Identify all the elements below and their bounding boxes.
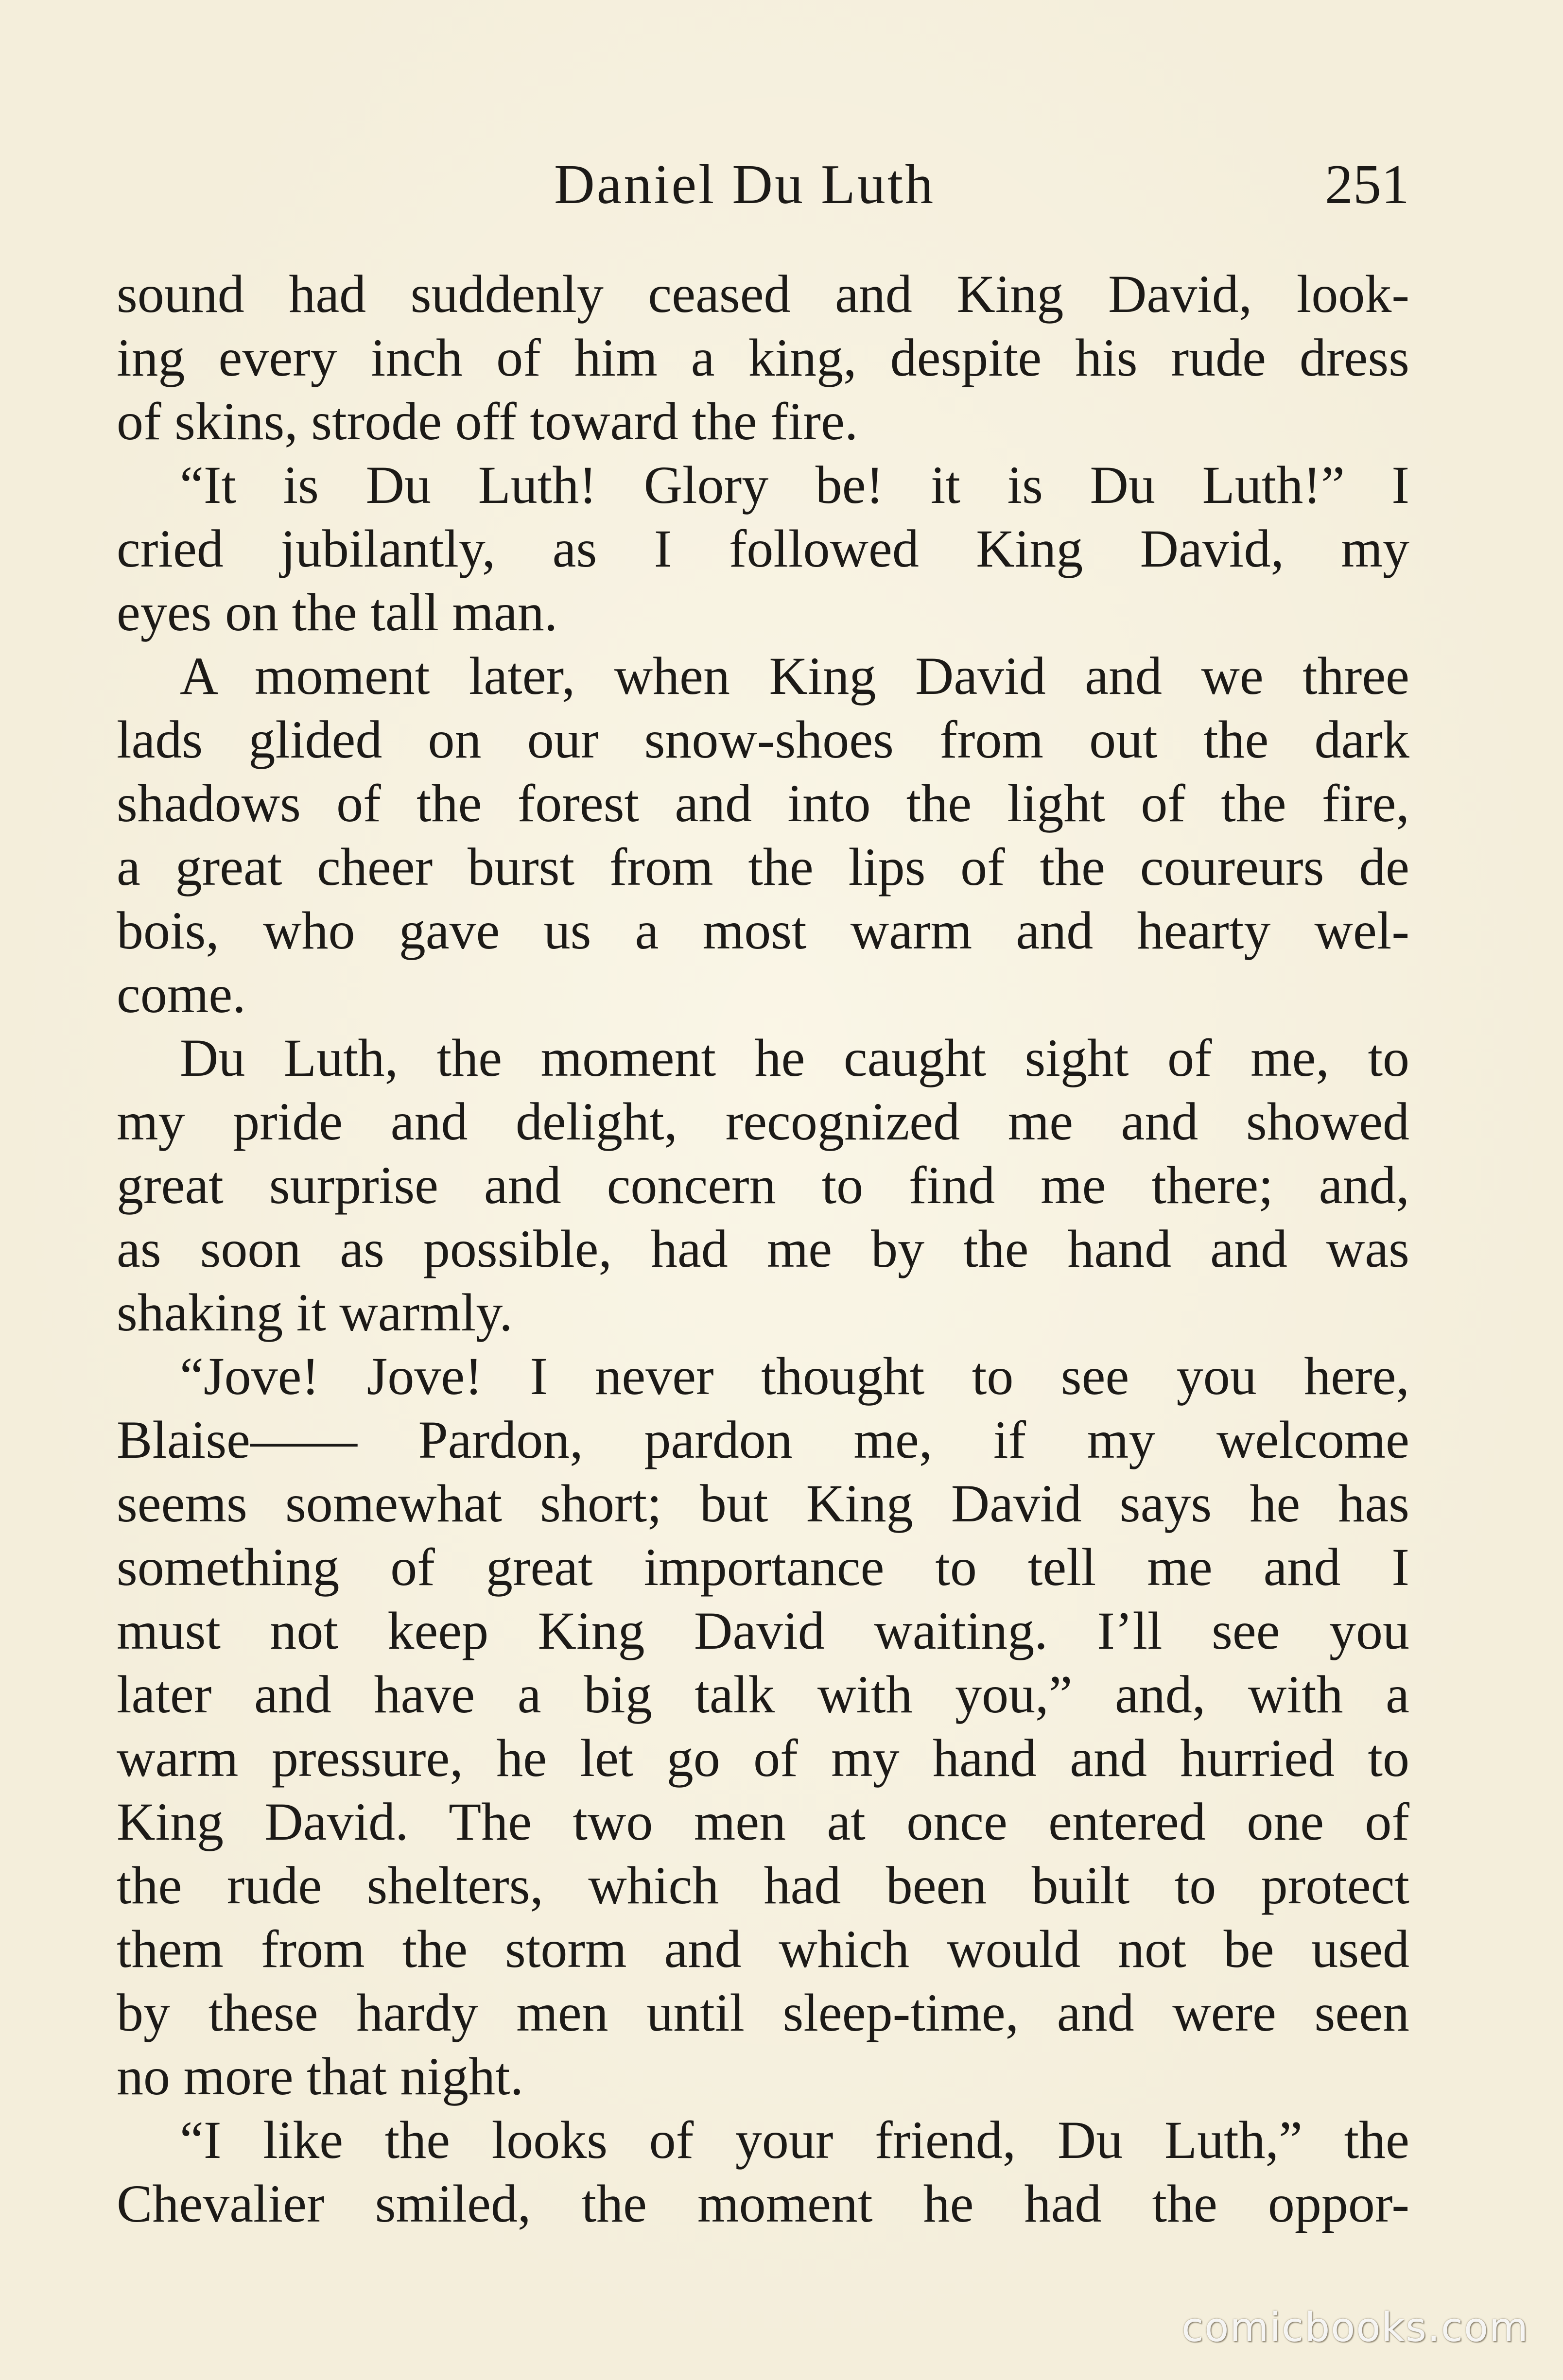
text-line: Du Luth, the moment he caught sight of me, to — [180, 1028, 1409, 1087]
text-line: later and have a big talk with you,” and, with a — [117, 1665, 1409, 1724]
text-line: a great cheer burst from the lips of the coureurs de — [117, 837, 1409, 897]
text-line: come. — [117, 965, 246, 1024]
text-line: must not keep King David waiting. I’ll see you — [117, 1601, 1409, 1660]
text-line: “Jove! Jove! I never thought to see you here, — [180, 1346, 1409, 1406]
text-line: by these hardy men until sleep-time, and were seen — [117, 1983, 1409, 2042]
text-line: the rude shelters, which had been built to protect — [117, 1856, 1409, 1915]
text-line: Chevalier smiled, the moment he had the oppor- — [117, 2174, 1409, 2233]
running-head — [117, 146, 1409, 224]
text-line: great surprise and concern to find me there; and, — [117, 1156, 1409, 1215]
text-line: ing every inch of him a king, despite his rude dress — [117, 328, 1409, 387]
text-line: A moment later, when King David and we three — [180, 646, 1409, 706]
text-line: King David. The two men at once entered one of — [117, 1792, 1409, 1851]
text-line: shaking it warmly. — [117, 1283, 513, 1342]
text-line: shadows of the forest and into the light of the fire, — [117, 774, 1409, 833]
text-line: my pride and delight, recognized me and showed — [117, 1092, 1409, 1151]
text-line: as soon as possible, had me by the hand and was — [117, 1219, 1409, 1278]
text-line: them from the storm and which would not be used — [117, 1919, 1409, 1979]
text-line: no more that night. — [117, 2047, 524, 2106]
text-line: seems somewhat short; but King David says he has — [117, 1474, 1409, 1533]
body-text — [117, 262, 1409, 2255]
text-line: “It is Du Luth! Glory be! it is Du Luth!” I — [180, 455, 1409, 515]
text-line: “I like the looks of your friend, Du Luth,” the — [180, 2110, 1409, 2170]
running-title: Daniel Du Luth — [554, 154, 936, 216]
text-line: of skins, strode off toward the fire. — [117, 392, 858, 451]
text-line: bois, who gave us a most warm and hearty wel- — [117, 901, 1409, 960]
text-line: cried jubilantly, as I followed King David, my — [117, 519, 1409, 578]
text-line: warm pressure, he let go of my hand and hurried to — [117, 1728, 1409, 1788]
watermark: comicbooks.com — [1181, 2305, 1529, 2351]
page-number: 251 — [1325, 154, 1409, 216]
text-line: lads glided on our snow-shoes from out the dark — [117, 710, 1409, 769]
text-line: something of great importance to tell me and I — [117, 1537, 1409, 1597]
text-line: sound had suddenly ceased and King David, look- — [117, 264, 1409, 324]
text-line: eyes on the tall man. — [117, 583, 558, 642]
text-line: Blaise—— Pardon, pardon me, if my welcome — [117, 1410, 1409, 1469]
